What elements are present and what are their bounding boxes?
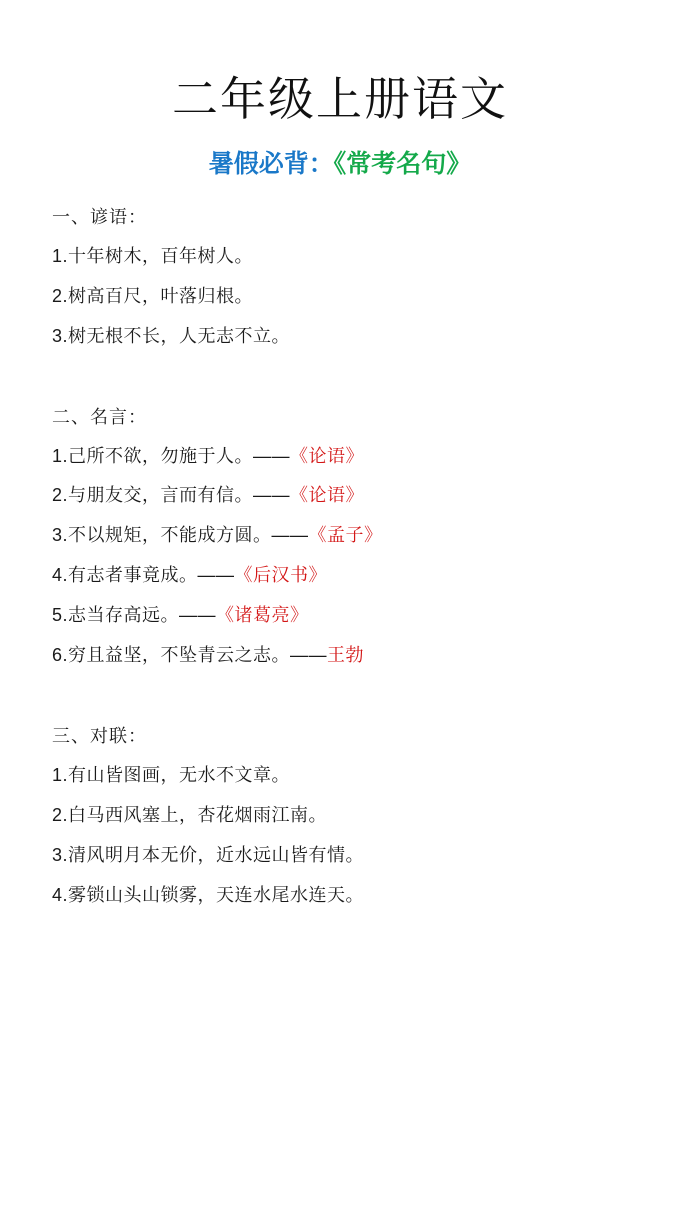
item-source: 《论语》 [290,445,365,466]
item-text: 3.树无根不长，人无志不立。 [52,325,291,346]
item-text: 4.有志者事竟成。—— [52,565,235,586]
item-text: 2.白马西风塞上，杏花烟雨江南。 [52,804,328,825]
item-text: 2.树高百尺，叶落归根。 [52,285,254,306]
item-text: 5.志当存高远。—— [52,605,217,626]
list-item [52,437,680,477]
list-item [52,237,680,277]
section-heading: 一、谚语： [52,206,147,227]
list-item [52,556,680,596]
item-text: 1.十年树木，百年树人。 [52,245,254,266]
section-heading: 三、对联： [52,725,147,746]
list-item [52,596,680,636]
item-source: 王勃 [327,645,365,666]
section-heading: 二、名言： [52,406,147,427]
section-proverbs [52,203,680,357]
subtitle-highlight: 《常考名句》 [333,149,472,178]
list-item [52,317,680,357]
item-source: 《后汉书》 [234,565,328,586]
list-item [52,636,680,676]
subtitle-prefix: 暑假必背： [208,149,334,178]
item-text: 3.不以规矩，不能成方圆。—— [52,525,309,546]
list-item [52,836,680,876]
item-text: 1.己所不欲，勿施于人。—— [52,445,291,466]
item-text: 6.穷且益坚，不坠青云之志。—— [52,645,328,666]
item-text: 4.雾锁山头山锁雾，天连水尾水连天。 [52,884,365,905]
list-item [52,796,680,836]
section-couplets [52,722,680,916]
list-item [52,876,680,916]
item-source: 《诸葛亮》 [216,605,309,626]
document-body [0,203,680,916]
item-source: 《论语》 [290,485,365,506]
list-item [52,277,680,317]
item-text: 2.与朋友交，言而有信。—— [52,485,291,506]
section-quotes [52,403,680,676]
item-text: 3.清风明月本无价，近水远山皆有情。 [52,844,365,865]
list-item [52,476,680,516]
page-title: 二年级上册语文 [172,74,508,125]
list-item [52,516,680,556]
page-subtitle [0,127,680,179]
item-text: 1.有山皆图画，无水不文章。 [52,764,291,785]
item-source: 《孟子》 [308,525,383,546]
list-item [52,756,680,796]
